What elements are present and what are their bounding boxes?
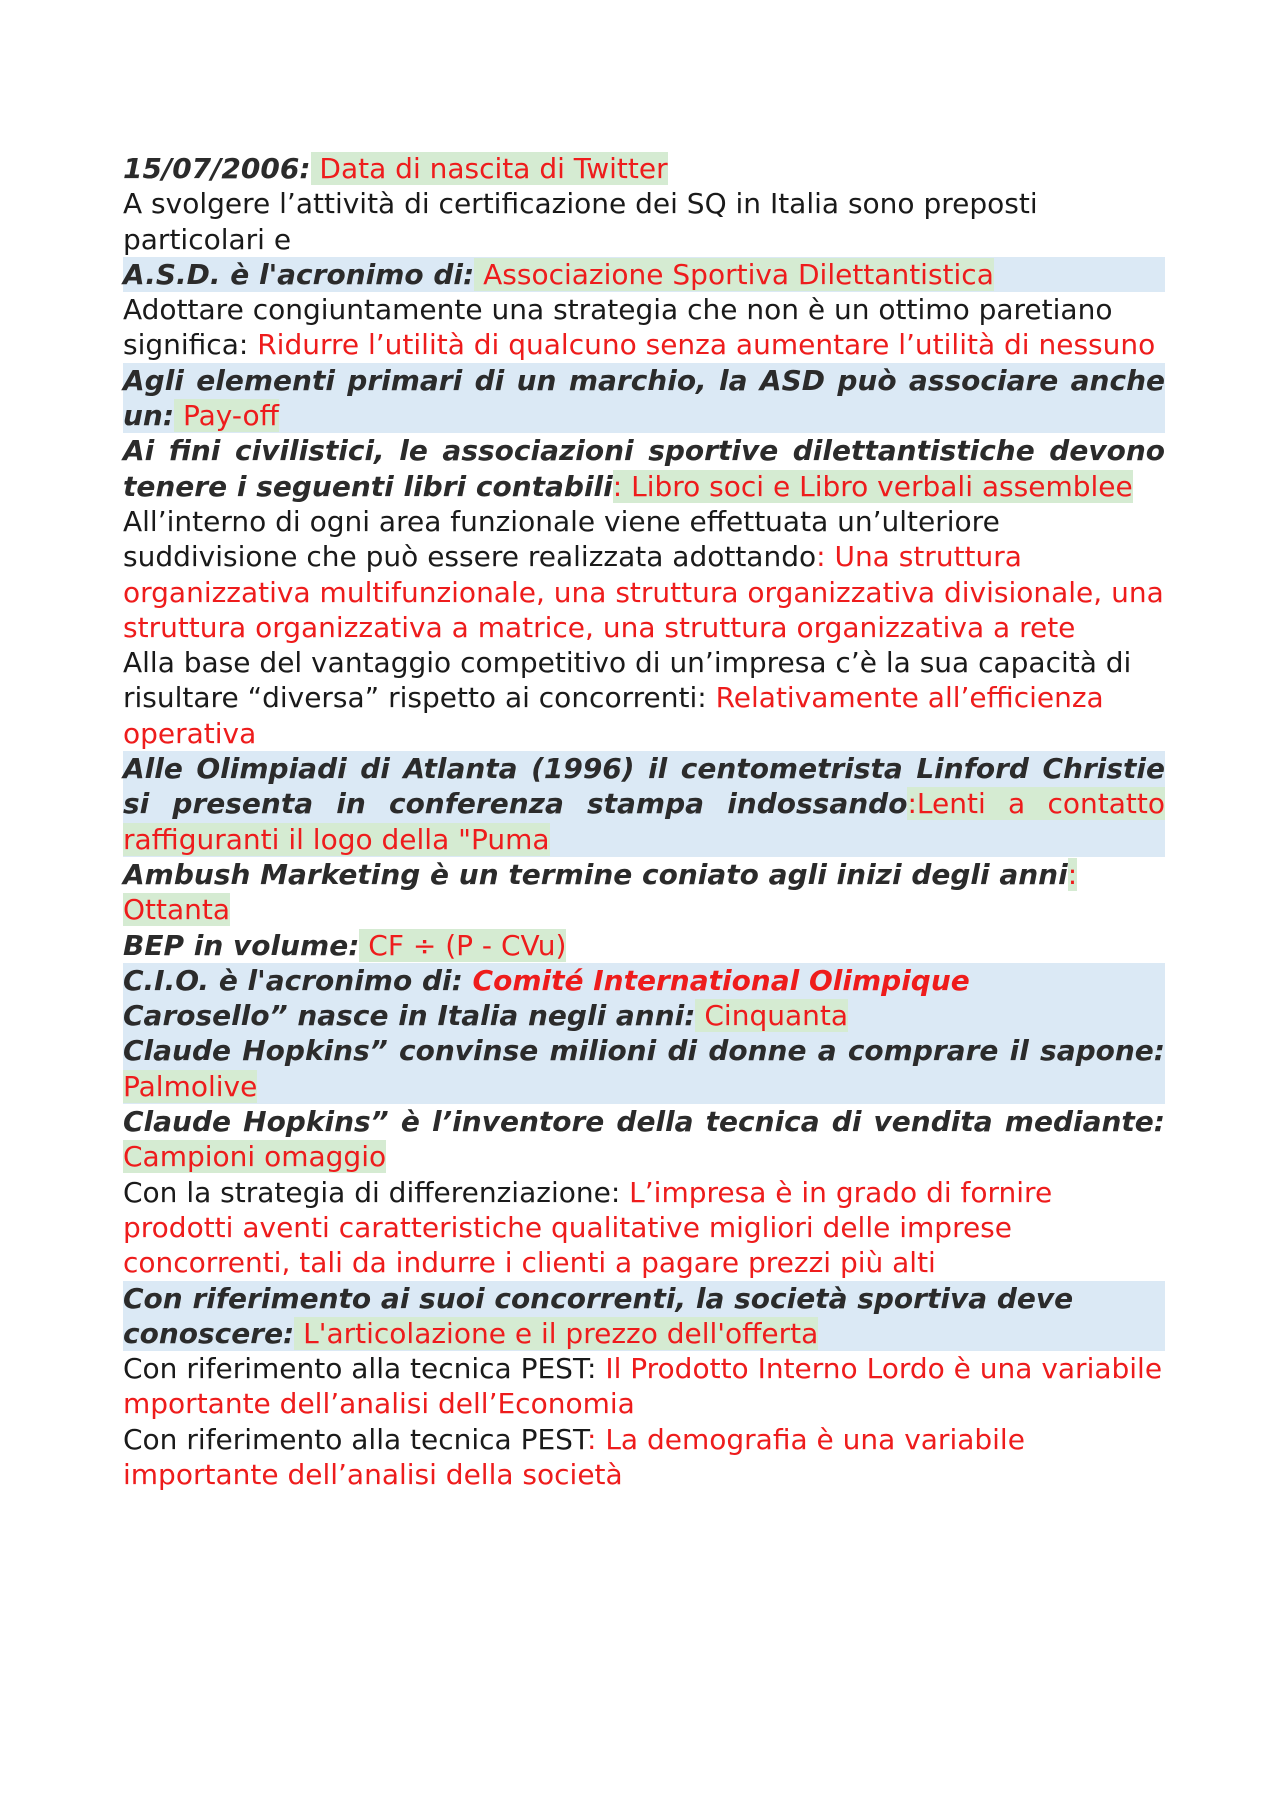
entry-question: Agli elementi primari di un marchio, la ASD può associare anche un: [123,363,1165,433]
entry-question: Alla base del vantaggio competitivo di un’impresa c’è la sua capacità di risultare “diversa” rispetto ai concorrenti: [123,646,1132,715]
entry-pest-demografia [123,1422,1165,1493]
entry-answer: Palmolive [123,1069,258,1103]
entry-concorrenti-offerta [123,1281,1165,1352]
entry-pest-pil [123,1351,1165,1422]
entry-question: A.S.D. è l'acronimo di: [123,257,475,291]
entry-answer: Data di nascita di Twitter [310,152,668,185]
entry-ottimo-paretiano [123,292,1165,363]
entry-answer: : Libro soci e Libro verbali assemblee [612,469,1133,503]
document-body [123,151,1165,1492]
entry-question: Ai fini civilistici, le associazioni sportive dilettantistiche devono tenere i seguenti libri contabili [123,434,1165,503]
entry-question: A svolgere l’attività di certificazione dei SQ in Italia sono preposti particolari e [123,187,1038,256]
entry-asd-acronimo [123,257,1165,292]
entry-answer: Relativamente all’efficienza operativa [123,681,1104,750]
entry-answer: L'articolazione e il prezzo dell'offerta [294,1316,819,1350]
entry-answer: :Lenti a contatto raffiguranti il logo della "Puma [123,787,1165,856]
entry-answer: Il Prodotto Interno Lordo è una variabile mportante dell’analisi dell’Economia [123,1352,1163,1421]
entry-answer: Ridurre l’utilità di qualcuno senza aumentare l’utilità di nessuno [257,328,1156,362]
entry-vantaggio-competitivo [123,645,1165,751]
entry-question: Con riferimento alla tecnica PEST [123,1422,587,1456]
entry-answer: Comité International Olimpique [472,963,970,997]
entry-answer: CF ÷ (P - CVu) [359,928,567,962]
entry-answer: Associazione Sportiva Dilettantistica [474,257,994,291]
entry-twitter [123,151,1165,186]
entry-answer: Campioni omaggio [123,1140,387,1174]
entry-carosello [123,998,1165,1033]
entry-answer: Pay-off [174,399,279,433]
entry-answer: : La demografia è una variabile importante dell’analisi della società [123,1422,1025,1491]
entry-differenziazione [123,1175,1165,1281]
entry-question: 15/07/2006: [123,152,311,185]
entry-question: Ambush Marketing è un termine coniato agli inizi degli anni [123,857,1068,891]
entry-question: Con riferimento alla tecnica PEST: [123,1352,606,1386]
entry-question: Adottare congiuntamente una strategia che non è un ottimo paretiano significa: [123,293,1113,362]
entry-area-funzionale [123,504,1165,645]
entry-hopkins-palmolive [123,1033,1165,1104]
entry-question: BEP in volume: [123,928,360,962]
entry-question: Con la strategia di differenziazione: [123,1175,630,1209]
entry-certificazione-sq [123,186,1165,257]
entry-question: All’interno di ogni area funzionale viene effettuata un’ulteriore suddivisione che può essere realizzata adottando [123,504,1000,574]
entry-olimpiadi-atlanta [123,751,1165,857]
entry-cio-acronimo [123,963,1165,998]
entry-hopkins-campioni [123,1104,1165,1175]
entry-question: Carosello” nasce in Italia negli anni: [123,999,696,1033]
entry-answer: : Ottanta [123,857,1078,927]
entry-question: C.I.O. è l'acronimo di: [123,963,473,997]
entry-answer: Cinquanta [695,999,849,1033]
entry-libri-contabili [123,433,1165,504]
entry-answer: L’impresa è in grado di fornire prodotti aventi caratteristiche qualitative migliori delle imprese concorrenti, tali da indurre i clienti a pagare prezzi più alti [123,1175,1053,1280]
entry-question: Claude Hopkins” convinse milioni di donne a comprare il sapone: [123,1034,1165,1068]
entry-answer: : Una struttura organizzativa multifunzionale, una struttura organizzativa divisionale, una struttura organizzativa a matrice, una struttura organizzativa a rete [123,540,1164,644]
entry-question: Con riferimento ai suoi concorrenti, la società sportiva deve conoscere: [123,1281,1074,1350]
entry-question: Claude Hopkins” è l’inventore della tecnica di vendita mediante: [123,1105,1165,1139]
entry-ambush-marketing [123,857,1165,928]
entry-marchio-asd [123,363,1165,434]
entry-bep-volume [123,928,1165,963]
entry-question: Alle Olimpiadi di Atlanta (1996) il centometrista Linford Christie si presenta in conferenza stampa indossando [123,752,1165,821]
